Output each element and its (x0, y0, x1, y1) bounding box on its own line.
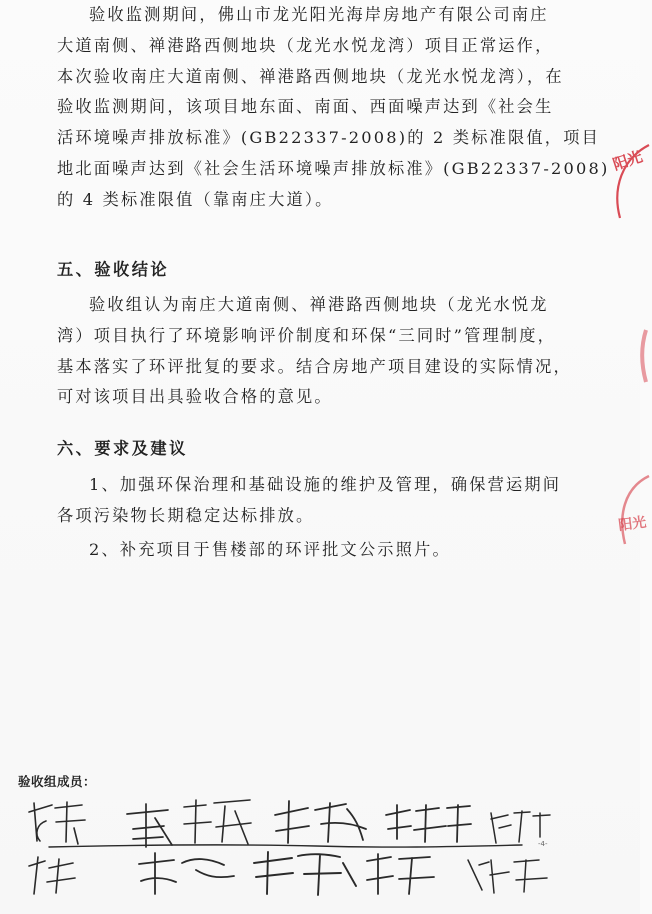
paragraph-line: 验收组认为南庄大道南侧、禅港路西侧地块（龙光水悦龙 (89, 295, 549, 314)
members-label: 验收组成员： (18, 774, 97, 789)
signature-row-2 (24, 846, 616, 902)
paragraph-monitoring (57, 0, 610, 216)
signature-member-9 (248, 846, 360, 902)
paragraph-line: 大道南侧、禅港路西侧地块（龙光水悦龙湾）项目正常运作， (57, 35, 554, 55)
paragraph-line: 湾）项目执行了环境影响评价制度和环保“三同时”管理制度， (57, 325, 557, 345)
paragraph-requirement-1 (57, 470, 561, 532)
seal-text-bottom: 阳光 (617, 514, 648, 534)
signature-member-8 (134, 846, 244, 902)
signature-member-7 (24, 851, 84, 901)
seal-text-top: 阳光 (610, 147, 645, 174)
paragraph-line: 本次验收南庄大道南侧、禅港路西侧地块（龙光水悦龙湾），在 (57, 66, 564, 86)
paragraph-line: 2、补充项目于售楼部的环评批文公示照片。 (89, 540, 451, 559)
paragraph-line: 可对该项目出具验收合格的意见。 (57, 387, 333, 407)
paragraph-line: 活环境噪声排放标准》(GB22337-2008)的 2 类标准限值，项目 (57, 128, 600, 148)
company-seal-fragment (594, 140, 652, 240)
page-number: -4- (538, 840, 548, 848)
paragraph-line: 基本落实了环评批复的要求。结合房地产项目建设的实际情况， (57, 356, 572, 376)
signature-row-1 (24, 795, 616, 851)
paragraph-conclusion (57, 290, 572, 413)
signature-member-10 (360, 846, 442, 902)
paragraph-line: 各项污染物长期稳定达标排放。 (57, 505, 315, 525)
section-heading-conclusion: 五、验收结论 (57, 260, 170, 279)
paragraph-line: 验收监测期间，该项目地东面、南面、西面噪声达到《社会生 (57, 97, 554, 117)
signature-member-11 (462, 850, 556, 900)
paragraph-requirement-2 (57, 535, 451, 566)
paragraph-line: 1、加强环保治理和基础设施的维护及管理，确保营运期间 (89, 475, 562, 494)
paragraph-line: 验收监测期间，佛山市龙光阳光海岸房地产有限公司南庄 (89, 5, 549, 24)
section-heading-requirements: 六、要求及建议 (57, 439, 188, 458)
seal-stamp-edge (594, 326, 652, 386)
paragraph-line: 的 4 类标准限值（靠南庄大道）。 (57, 189, 334, 209)
seal-fragment-lower (594, 468, 652, 568)
paragraph-line: 地北面噪声达到《社会生活环境噪声排放标准》(GB22337-2008) (57, 158, 610, 178)
